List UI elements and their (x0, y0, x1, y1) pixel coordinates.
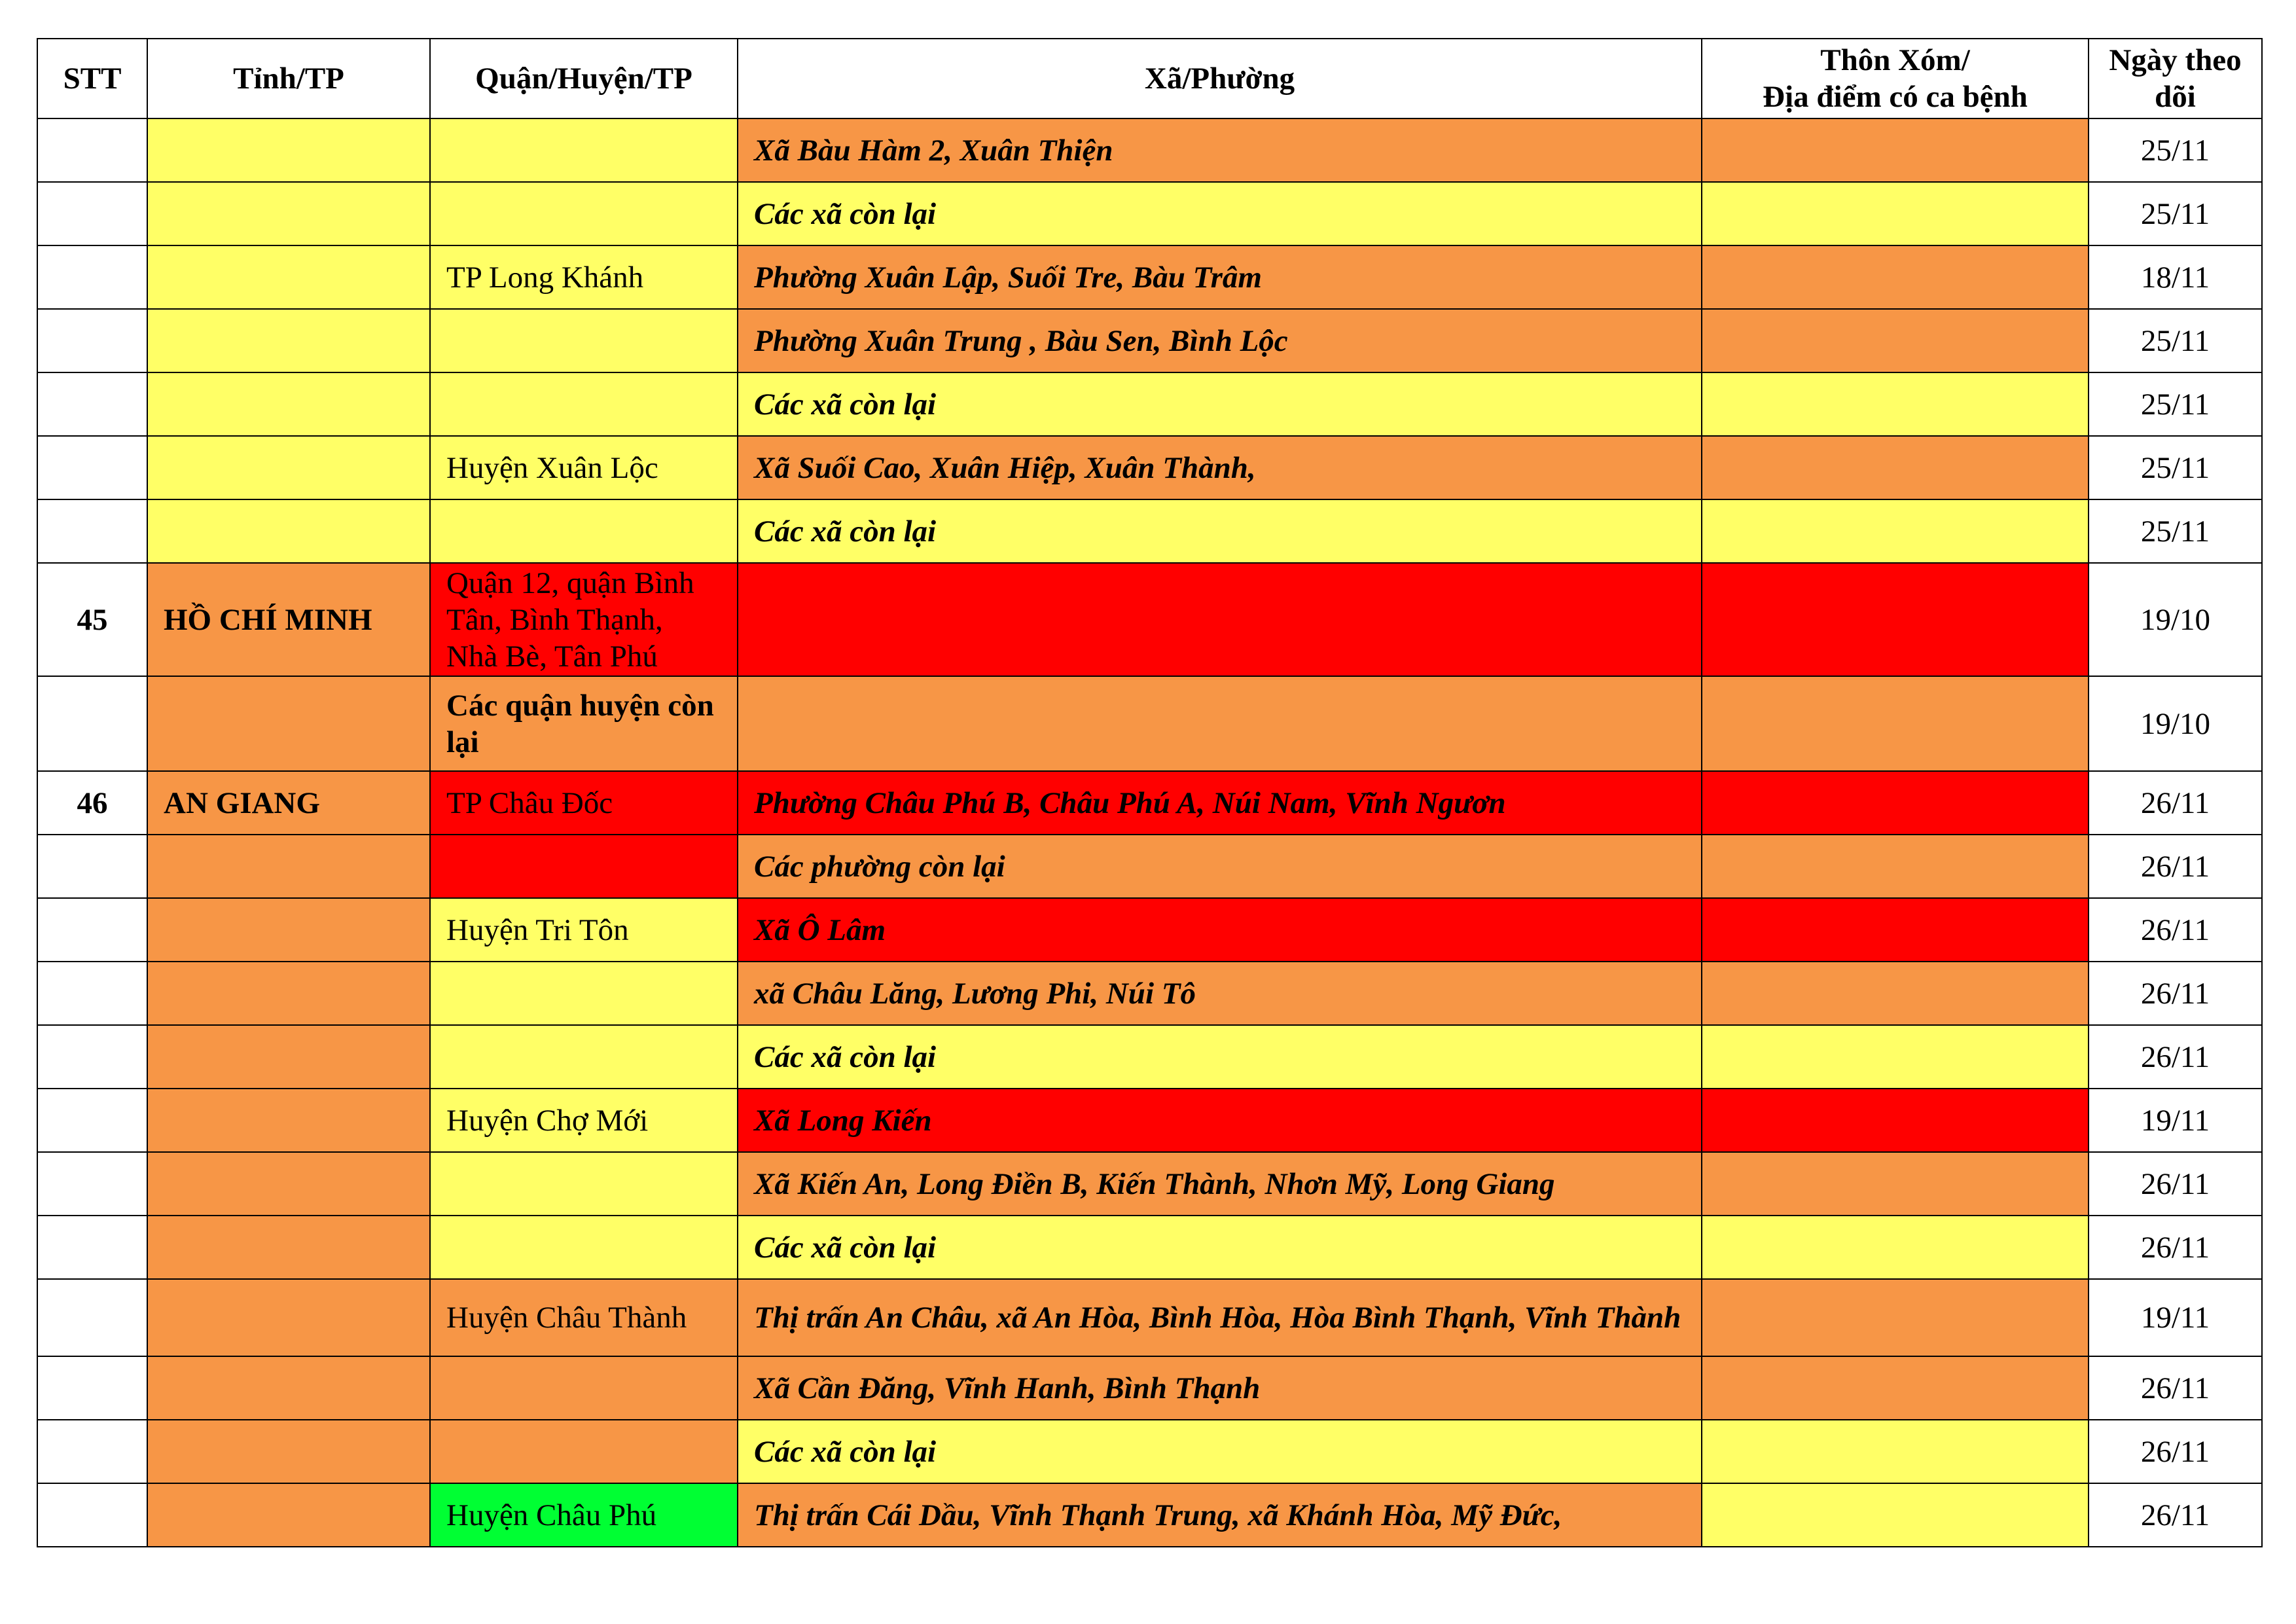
cell-stt: 45 (37, 563, 147, 676)
cell-province (147, 1089, 430, 1152)
cell-ward: Xã Suối Cao, Xuân Hiệp, Xuân Thành, (738, 436, 1702, 499)
cell-hamlet (1702, 245, 2089, 309)
cell-date: 25/11 (2089, 309, 2262, 372)
cell-stt (37, 1216, 147, 1279)
table-row (37, 1420, 2262, 1483)
cell-province (147, 1420, 430, 1483)
cell-province (147, 962, 430, 1025)
cell-hamlet (1702, 182, 2089, 245)
cell-stt (37, 835, 147, 898)
table-row (37, 499, 2262, 563)
cell-ward: Các xã còn lại (738, 1216, 1702, 1279)
cell-date: 26/11 (2089, 898, 2262, 962)
cell-ward (738, 563, 1702, 676)
cell-stt (37, 182, 147, 245)
cell-date: 19/11 (2089, 1089, 2262, 1152)
cell-district (430, 1025, 738, 1089)
cell-district (430, 1216, 738, 1279)
cell-province (147, 898, 430, 962)
cell-district: Các quận huyện còn lại (430, 676, 738, 771)
table-row (37, 1483, 2262, 1547)
cell-stt (37, 1420, 147, 1483)
cell-district: TP Long Khánh (430, 245, 738, 309)
header-district: Quận/Huyện/TP (430, 39, 738, 118)
cell-stt (37, 1483, 147, 1547)
table-row (37, 182, 2262, 245)
table-row (37, 1025, 2262, 1089)
cell-district (430, 372, 738, 436)
cell-ward: Phường Xuân Trung , Bàu Sen, Bình Lộc (738, 309, 1702, 372)
cell-hamlet (1702, 436, 2089, 499)
cell-hamlet (1702, 1089, 2089, 1152)
table-row (37, 1089, 2262, 1152)
table-row (37, 118, 2262, 182)
table-row (37, 1279, 2262, 1356)
cell-ward: Xã Ô Lâm (738, 898, 1702, 962)
cell-hamlet (1702, 898, 2089, 962)
cell-date: 26/11 (2089, 835, 2262, 898)
cell-province (147, 182, 430, 245)
table-row (37, 372, 2262, 436)
cell-district (430, 1420, 738, 1483)
header-province: Tỉnh/TP (147, 39, 430, 118)
cell-district: Huyện Tri Tôn (430, 898, 738, 962)
cell-stt (37, 1356, 147, 1420)
header-date-line2: dõi (2155, 80, 2196, 114)
cell-ward: Xã Kiến An, Long Điền B, Kiến Thành, Nhơn Mỹ, Long Giang (738, 1152, 1702, 1216)
cell-province (147, 1152, 430, 1216)
cell-ward: Các xã còn lại (738, 182, 1702, 245)
table-row (37, 1356, 2262, 1420)
cell-district: Huyện Châu Thành (430, 1279, 738, 1356)
cell-ward: Thị trấn Cái Dầu, Vĩnh Thạnh Trung, xã Khánh Hòa, Mỹ Đức, (738, 1483, 1702, 1547)
cell-stt (37, 118, 147, 182)
cell-district (430, 835, 738, 898)
cell-ward: Xã Bàu Hàm 2, Xuân Thiện (738, 118, 1702, 182)
table-row (37, 563, 2262, 676)
cell-province: AN GIANG (147, 771, 430, 835)
header-hamlet-line1: Thôn Xóm/ (1820, 43, 1970, 77)
cell-district: TP Châu Đốc (430, 771, 738, 835)
cell-date: 26/11 (2089, 1420, 2262, 1483)
cell-district (430, 118, 738, 182)
cell-province (147, 1025, 430, 1089)
cell-ward: Thị trấn An Châu, xã An Hòa, Bình Hòa, Hòa Bình Thạnh, Vĩnh Thành (738, 1279, 1702, 1356)
cell-date: 26/11 (2089, 771, 2262, 835)
cell-date: 26/11 (2089, 962, 2262, 1025)
cell-date: 25/11 (2089, 118, 2262, 182)
header-hamlet (1702, 39, 2089, 118)
cell-hamlet (1702, 563, 2089, 676)
cell-hamlet (1702, 1356, 2089, 1420)
cell-ward (738, 676, 1702, 771)
table-row (37, 245, 2262, 309)
cell-date: 26/11 (2089, 1356, 2262, 1420)
cell-stt (37, 372, 147, 436)
cell-stt (37, 1279, 147, 1356)
cell-date: 26/11 (2089, 1152, 2262, 1216)
cell-ward: Các phường còn lại (738, 835, 1702, 898)
cell-province (147, 835, 430, 898)
cell-date: 26/11 (2089, 1025, 2262, 1089)
table-row (37, 1152, 2262, 1216)
header-date (2089, 39, 2262, 118)
cell-district (430, 182, 738, 245)
table-header (37, 39, 2262, 118)
cell-province (147, 1216, 430, 1279)
cell-hamlet (1702, 309, 2089, 372)
cell-ward: Các xã còn lại (738, 372, 1702, 436)
cell-province (147, 1279, 430, 1356)
cell-district (430, 1356, 738, 1420)
cell-ward: xã Châu Lăng, Lương Phi, Núi Tô (738, 962, 1702, 1025)
cell-hamlet (1702, 372, 2089, 436)
cell-stt (37, 499, 147, 563)
table-row (37, 1216, 2262, 1279)
cell-ward: Các xã còn lại (738, 1420, 1702, 1483)
cell-date: 19/10 (2089, 676, 2262, 771)
cell-hamlet (1702, 1483, 2089, 1547)
table-row (37, 962, 2262, 1025)
table-row (37, 436, 2262, 499)
cell-ward: Phường Châu Phú B, Châu Phú A, Núi Nam, Vĩnh Ngươn (738, 771, 1702, 835)
covid-risk-table (37, 38, 2263, 1547)
cell-stt (37, 898, 147, 962)
table-row (37, 771, 2262, 835)
cell-date: 26/11 (2089, 1483, 2262, 1547)
cell-date: 19/11 (2089, 1279, 2262, 1356)
cell-district (430, 962, 738, 1025)
cell-stt (37, 676, 147, 771)
cell-province (147, 1356, 430, 1420)
cell-hamlet (1702, 1152, 2089, 1216)
header-stt: STT (37, 39, 147, 118)
cell-district: Quận 12, quận Bình Tân, Bình Thạnh, Nhà Bè, Tân Phú (430, 563, 738, 676)
cell-hamlet (1702, 1216, 2089, 1279)
table-row (37, 898, 2262, 962)
header-hamlet-line2: Địa điểm có ca bệnh (1763, 80, 2028, 114)
cell-province (147, 1483, 430, 1547)
cell-hamlet (1702, 118, 2089, 182)
cell-hamlet (1702, 676, 2089, 771)
cell-district (430, 499, 738, 563)
cell-date: 25/11 (2089, 436, 2262, 499)
cell-district: Huyện Xuân Lộc (430, 436, 738, 499)
cell-stt (37, 1089, 147, 1152)
cell-stt (37, 245, 147, 309)
cell-hamlet (1702, 962, 2089, 1025)
cell-province (147, 499, 430, 563)
cell-hamlet (1702, 835, 2089, 898)
cell-province: HỒ CHÍ MINH (147, 563, 430, 676)
table-body (37, 118, 2262, 1547)
cell-hamlet (1702, 1025, 2089, 1089)
cell-date: 25/11 (2089, 372, 2262, 436)
header-ward: Xã/Phường (738, 39, 1702, 118)
cell-district: Huyện Chợ Mới (430, 1089, 738, 1152)
cell-date: 26/11 (2089, 1216, 2262, 1279)
cell-ward: Xã Cần Đăng, Vĩnh Hanh, Bình Thạnh (738, 1356, 1702, 1420)
cell-district: Huyện Châu Phú (430, 1483, 738, 1547)
cell-district (430, 1152, 738, 1216)
cell-stt (37, 962, 147, 1025)
table-row (37, 676, 2262, 771)
cell-province (147, 676, 430, 771)
cell-province (147, 309, 430, 372)
cell-stt (37, 1152, 147, 1216)
cell-stt (37, 1025, 147, 1089)
cell-ward: Các xã còn lại (738, 499, 1702, 563)
cell-stt (37, 309, 147, 372)
table-row (37, 309, 2262, 372)
cell-hamlet (1702, 771, 2089, 835)
cell-stt: 46 (37, 771, 147, 835)
cell-ward: Các xã còn lại (738, 1025, 1702, 1089)
cell-hamlet (1702, 499, 2089, 563)
cell-date: 25/11 (2089, 182, 2262, 245)
cell-ward: Phường Xuân Lập, Suối Tre, Bàu Trâm (738, 245, 1702, 309)
table-row (37, 835, 2262, 898)
cell-district (430, 309, 738, 372)
cell-hamlet (1702, 1279, 2089, 1356)
cell-province (147, 118, 430, 182)
cell-date: 18/11 (2089, 245, 2262, 309)
cell-ward: Xã Long Kiến (738, 1089, 1702, 1152)
cell-province (147, 245, 430, 309)
cell-date: 25/11 (2089, 499, 2262, 563)
cell-province (147, 436, 430, 499)
cell-hamlet (1702, 1420, 2089, 1483)
cell-stt (37, 436, 147, 499)
header-date-line1: Ngày theo (2109, 43, 2242, 77)
cell-date: 19/10 (2089, 563, 2262, 676)
cell-province (147, 372, 430, 436)
